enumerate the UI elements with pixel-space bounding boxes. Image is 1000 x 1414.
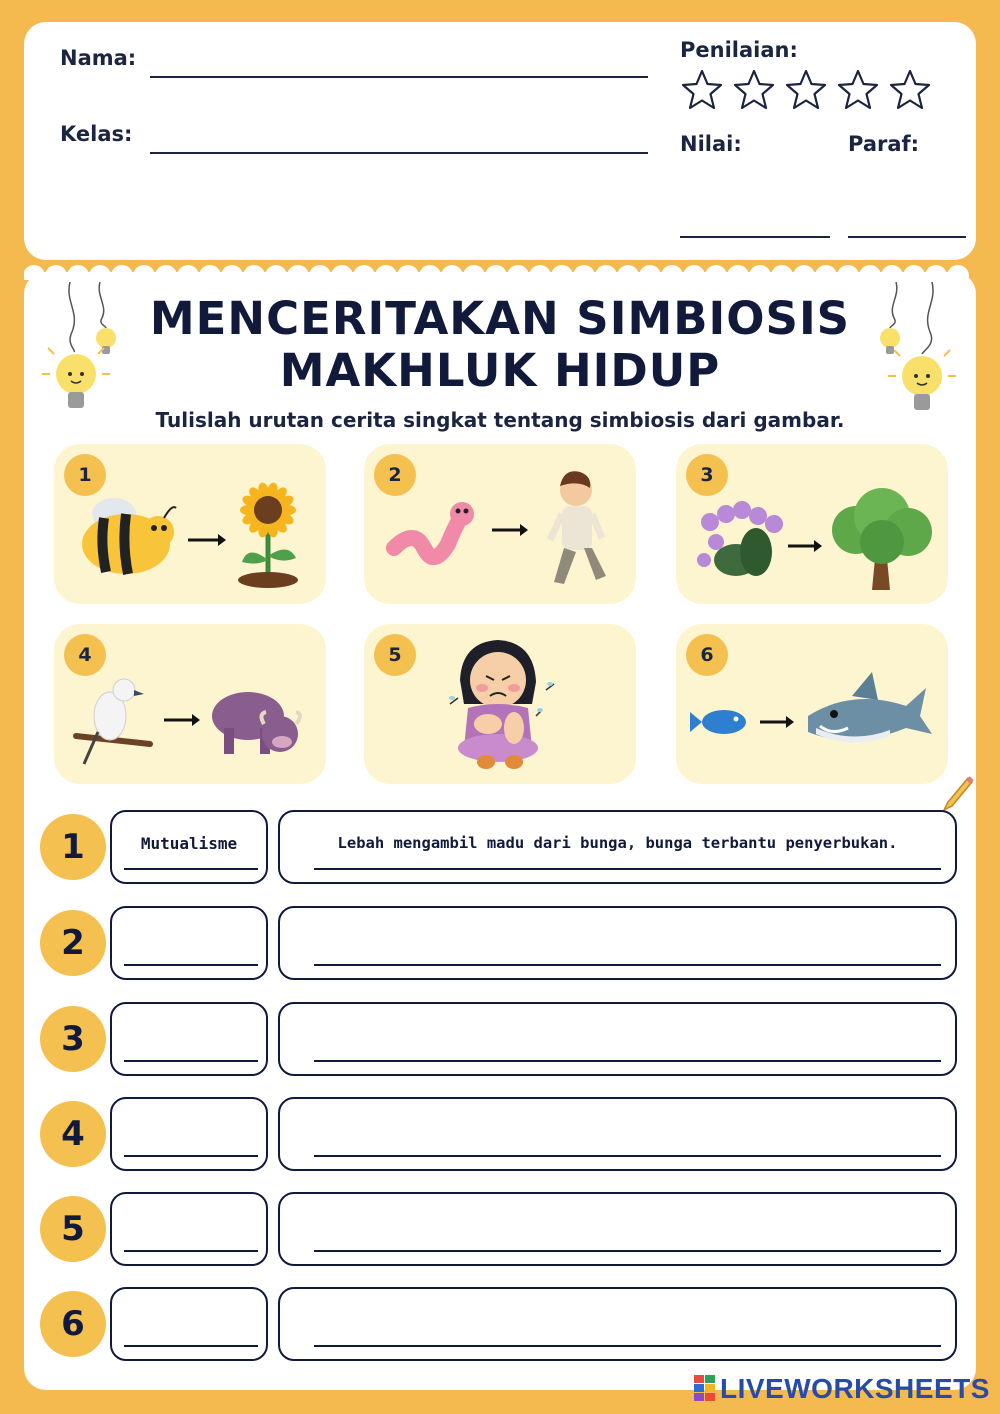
liveworksheets-brand: LIVEWORKSHEETS	[720, 1373, 990, 1404]
worksheet-instruction: Tulislah urutan cerita singkat tentang simbiosis dari gambar.	[155, 408, 845, 432]
sunflower-icon	[238, 482, 298, 588]
rating-star-icon[interactable]	[732, 68, 776, 112]
bird-icon	[76, 679, 150, 764]
answer-underline	[124, 964, 258, 966]
boy-walking-icon	[550, 471, 606, 584]
buffalo-icon	[212, 692, 300, 754]
girl-mosquito-icon	[449, 640, 554, 769]
answer-underline	[314, 1155, 941, 1157]
symbiosis-type-input[interactable]	[110, 1287, 268, 1361]
liveworksheets-logo-icon	[694, 1375, 716, 1403]
rating-star-icon[interactable]	[784, 68, 828, 112]
arrow-icon	[788, 540, 822, 552]
class-field[interactable]	[150, 152, 648, 154]
scallop-edge	[24, 264, 976, 280]
rating-label: Penilaian:	[680, 38, 798, 62]
picture-panel-5	[364, 624, 636, 784]
class-label: Kelas:	[60, 122, 133, 146]
story-input[interactable]	[278, 906, 957, 980]
answer-row-number: 6	[40, 1291, 106, 1357]
pencil-icon	[938, 774, 974, 814]
story-input[interactable]	[278, 1002, 957, 1076]
worksheet-title-line1: MENCERITAKAN SIMBIOSIS	[149, 292, 851, 345]
worm-icon	[394, 502, 474, 557]
rating-star-icon[interactable]	[836, 68, 880, 112]
picture-panel-3	[676, 444, 948, 604]
answer-underline	[124, 1060, 258, 1062]
signature-label: Paraf:	[848, 132, 920, 156]
answer-underline	[314, 1345, 941, 1347]
answer-underline	[124, 868, 258, 870]
panel-number-badge: 2	[374, 454, 416, 496]
arrow-icon	[492, 524, 528, 536]
panel-number-badge: 4	[64, 634, 106, 676]
score-label: Nilai:	[680, 132, 742, 156]
orchid-icon	[697, 501, 783, 576]
panel-number-badge: 3	[686, 454, 728, 496]
shark-icon	[808, 672, 932, 743]
symbiosis-type-input[interactable]	[110, 810, 268, 884]
answer-row-number: 5	[40, 1196, 106, 1262]
rating-stars	[680, 68, 932, 112]
story-input[interactable]	[278, 1192, 957, 1266]
liveworksheets-logo	[694, 1372, 990, 1406]
symbiosis-type-input[interactable]	[110, 1192, 268, 1266]
signature-field[interactable]	[848, 236, 966, 238]
bee-icon	[82, 498, 176, 574]
panel-number-badge: 1	[64, 454, 106, 496]
picture-panel-2	[364, 444, 636, 604]
answer-underline	[124, 1155, 258, 1157]
symbiosis-type-input[interactable]	[110, 1002, 268, 1076]
rating-star-icon[interactable]	[680, 68, 724, 112]
answer-row-number: 2	[40, 910, 106, 976]
name-label: Nama:	[60, 46, 137, 70]
student-info-card	[24, 22, 976, 260]
arrow-icon	[164, 714, 200, 726]
answer-row-number: 3	[40, 1006, 106, 1072]
tree-icon	[832, 488, 932, 590]
picture-panel-1	[54, 444, 326, 604]
answer-underline	[314, 964, 941, 966]
symbiosis-type-input[interactable]	[110, 906, 268, 980]
fish-icon	[690, 710, 746, 734]
answer-underline	[314, 868, 941, 870]
answer-underline	[314, 1060, 941, 1062]
panel-number-badge: 6	[686, 634, 728, 676]
answer-underline	[124, 1250, 258, 1252]
picture-panel-4	[54, 624, 326, 784]
answer-underline	[314, 1250, 941, 1252]
name-field[interactable]	[150, 76, 648, 78]
symbiosis-type-input[interactable]	[110, 1097, 268, 1171]
story-input[interactable]	[278, 1097, 957, 1171]
score-field[interactable]	[680, 236, 830, 238]
story-input[interactable]	[278, 1287, 957, 1361]
rating-star-icon[interactable]	[888, 68, 932, 112]
answer-row-number: 1	[40, 814, 106, 880]
answer-row-number: 4	[40, 1101, 106, 1167]
symbiosis-type-answer: Mutualisme	[140, 834, 238, 853]
picture-panel-6	[676, 624, 948, 784]
arrow-icon	[188, 534, 226, 546]
story-input[interactable]	[278, 810, 957, 884]
panel-number-badge: 5	[374, 634, 416, 676]
worksheet-title-line2: MAKHLUK HIDUP	[279, 344, 721, 397]
arrow-icon	[760, 716, 794, 728]
answer-underline	[124, 1345, 258, 1347]
story-answer: Lebah mengambil madu dari bunga, bunga terbantu penyerbukan.	[337, 834, 898, 852]
